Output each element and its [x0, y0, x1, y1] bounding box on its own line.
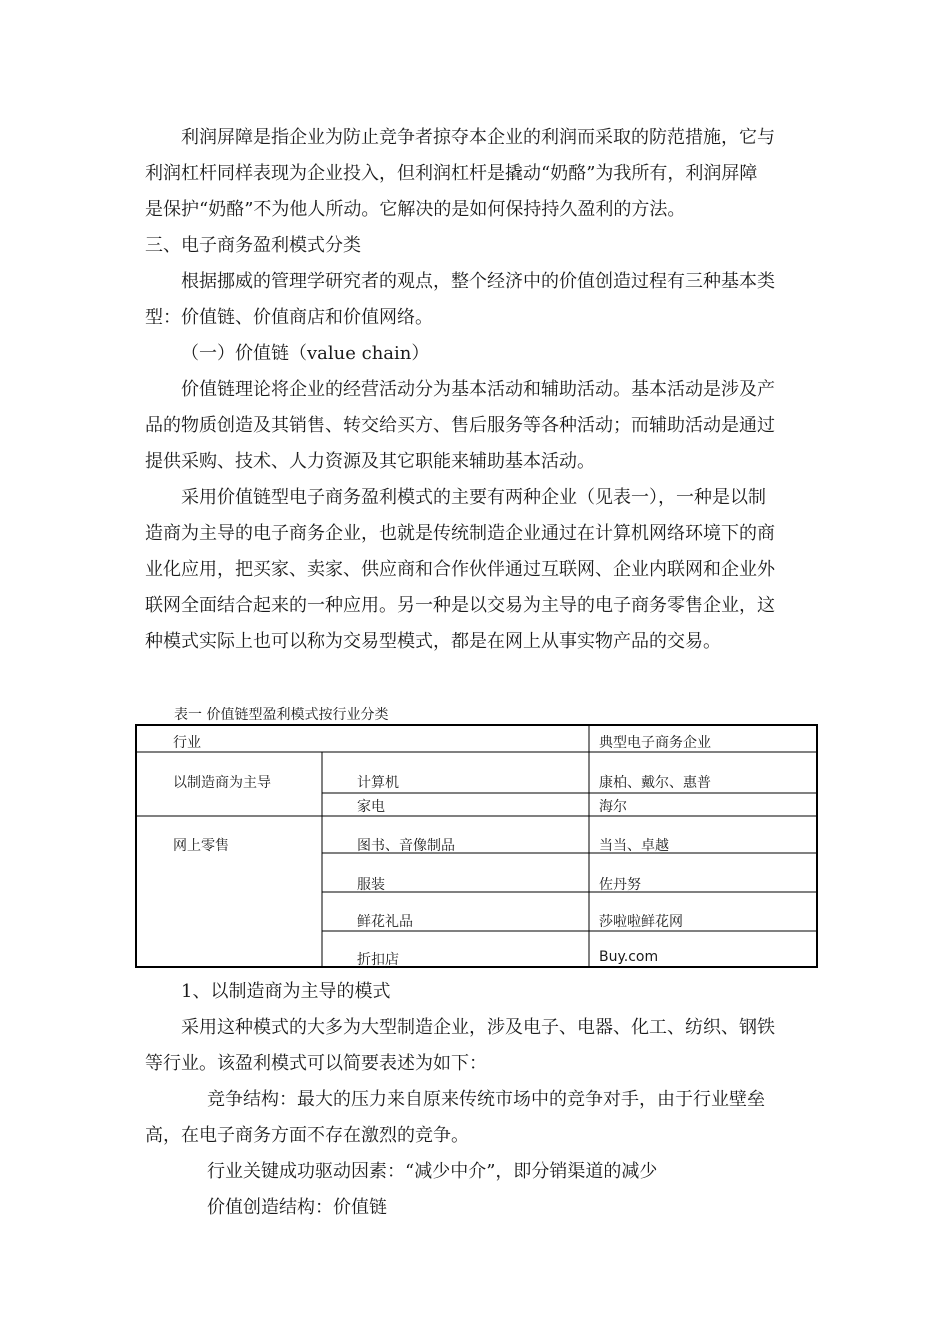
text-line: 造商为主导的电子商务企业，也就是传统制造企业通过在计算机网络环境下的商	[145, 523, 775, 544]
table-caption: 表一 价值链型盈利模式按行业分类	[174, 707, 389, 723]
value-structure-line: 价值创造结构：价值链	[207, 1197, 387, 1218]
subheading-value-chain: （一）价值链（value chain）	[181, 343, 430, 364]
table-cell-sub: 折扣店	[357, 952, 399, 968]
table-cell-sub: 计算机	[357, 775, 399, 791]
key-factor-line: 行业关键成功驱动因素：“减少中介”，即分销渠道的减少	[207, 1161, 658, 1182]
text-line: 高，在电子商务方面不存在激烈的竞争。	[145, 1125, 469, 1146]
section-heading: 三、电子商务盈利模式分类	[145, 235, 361, 256]
text-line: 利润杠杆同样表现为企业投入，但利润杠杆是撬动“奶酪”为我所有，利润屏障	[145, 163, 758, 184]
theory-paragraph	[145, 372, 810, 480]
types-paragraph	[145, 264, 810, 336]
competition-paragraph	[145, 1082, 810, 1154]
table-group-name: 以制造商为主导	[173, 775, 271, 791]
intro-paragraph	[145, 120, 810, 228]
mode1-heading: 1、以制造商为主导的模式	[181, 981, 391, 1002]
table-header-companies: 典型电子商务企业	[599, 735, 711, 751]
table-cell-company: 海尔	[599, 799, 627, 815]
text-line: 采用价值链型电子商务盈利模式的主要有两种企业（见表一），一种是以制	[181, 487, 766, 508]
text-line: 联网全面结合起来的一种应用。另一种是以交易为主导的电子商务零售企业，这	[145, 595, 775, 616]
table-header-industry: 行业	[173, 735, 201, 751]
industry-table	[135, 724, 818, 968]
text-line: 利润屏障是指企业为防止竞争者掠夺本企业的利润而采取的防范措施，它与	[181, 127, 775, 148]
text-line: 采用这种模式的大多为大型制造企业，涉及电子、电器、化工、纺织、钢铁	[181, 1017, 775, 1038]
text-line: 型：价值链、价值商店和价值网络。	[145, 307, 433, 328]
table-grid	[135, 724, 818, 968]
text-line: 等行业。该盈利模式可以简要表述为如下：	[145, 1053, 487, 1074]
text-line: 是保护“奶酪”不为他人所动。它解决的是如何保持持久盈利的方法。	[145, 199, 686, 220]
text-line: 根据挪威的管理学研究者的观点，整个经济中的价值创造过程有三种基本类	[181, 271, 775, 292]
text-line: 业化应用，把买家、卖家、供应商和合作伙伴通过互联网、企业内联网和企业外	[145, 559, 775, 580]
text-line: 种模式实际上也可以称为交易型模式，都是在网上从事实物产品的交易。	[145, 631, 721, 652]
table-cell-sub: 家电	[357, 799, 385, 815]
text-line: 价值链理论将企业的经营活动分为基本活动和辅助活动。基本活动是涉及产	[181, 379, 775, 400]
mode1-paragraph	[145, 1010, 810, 1082]
adoption-paragraph	[145, 480, 810, 660]
table-cell-sub: 图书、音像制品	[357, 838, 455, 854]
table-cell-company: 莎啦啦鲜花网	[599, 914, 683, 930]
table-cell-company: 当当、卓越	[599, 838, 669, 854]
table-cell-company: 康柏、戴尔、惠普	[599, 775, 711, 791]
table-cell-sub: 服装	[357, 877, 385, 893]
table-group-name: 网上零售	[173, 838, 229, 854]
table-cell-company: Buy.com	[599, 949, 659, 965]
table-cell-company: 佐丹努	[599, 877, 641, 893]
table-cell-sub: 鲜花礼品	[357, 914, 413, 930]
text-line: 品的物质创造及其销售、转交给买方、售后服务等各种活动；而辅助活动是通过	[145, 415, 775, 436]
text-line: 竞争结构：最大的压力来自原来传统市场中的竞争对手，由于行业壁垒	[207, 1089, 765, 1110]
text-line: 提供采购、技术、人力资源及其它职能来辅助基本活动。	[145, 451, 595, 472]
